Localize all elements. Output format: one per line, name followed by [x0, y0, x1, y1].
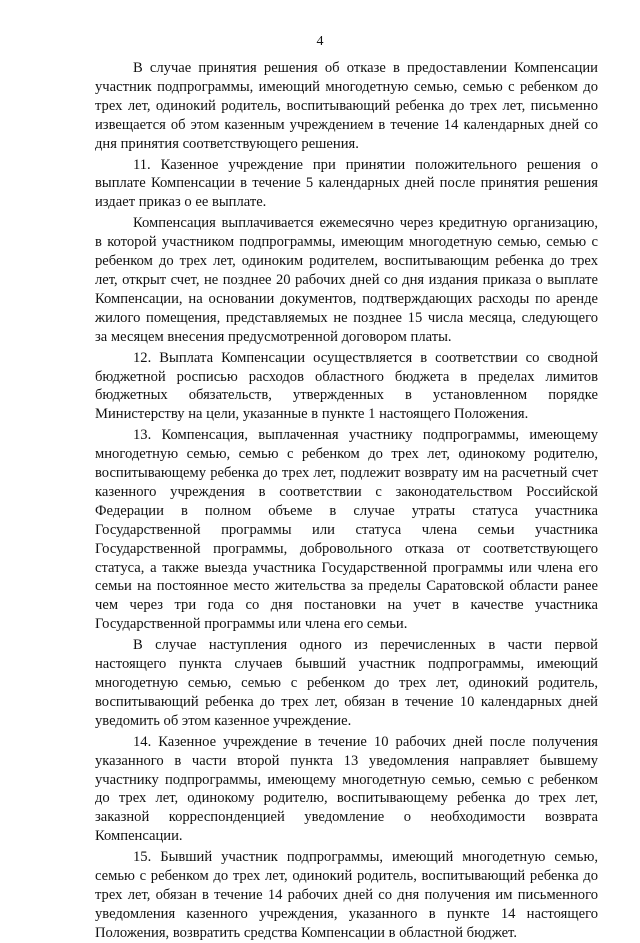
paragraph: 15. Бывший участник подпрограммы, имеющий многодетную семью, семью с ребенком до трех лет, одинокий родитель, воспитывающий ребенка до трех лет, обязан в течение 14 рабочих дней со дня получения им письменного уведомления казенного учреждения, указанного в пункте 14 настоящего Положения, возвратить средства Компенсации в областной бюджет.	[95, 849, 598, 941]
paragraph: 12. Выплата Компенсации осуществляется в соответствии со сводной бюджетной росписью расходов областного бюджета в пределах лимитов бюджетных обязательств, утвержденных в установленном порядке Министерству на цели, указанные в пункте 1 настоящего Положения.	[95, 349, 598, 423]
document-body	[95, 59, 598, 943]
paragraph: Компенсация выплачивается ежемесячно через кредитную организацию, в которой участником подпрограммы, имеющим многодетную семью, семью с ребенком до трех лет, одиноким родителем, воспитывающим ребенка до трех лет, открыт счет, не позднее 20 рабочих дней со дня издания приказа о выплате Компенсации, на основании документов, подтверждающих расходы по аренде жилого помещения, представляемых не позднее 15 числа месяца, следующего за месяцем внесения предусмотренной договором платы.	[95, 215, 598, 345]
paragraph: 14. Казенное учреждение в течение 10 рабочих дней после получения указанного в части второй пункта 13 уведомления направляет бывшему участнику подпрограммы, имеющему многодетную семью, семью с ребенком до трех лет, одинокому родителю, воспитывающему ребенка до трех лет, заказной корреспонденцией уведомление о необходимости возврата Компенсации.	[95, 733, 598, 845]
paragraph: В случае наступления одного из перечисленных в части первой настоящего пункта случаев бывший участник подпрограммы, имеющий многодетную семью, семью с ребенком до трех лет, одинокий родитель, воспитывающий ребенка до трех лет, обязан в течение 10 календарных дней уведомить об этом казенное учреждение.	[95, 637, 598, 729]
paragraph: 13. Компенсация, выплаченная участнику подпрограммы, имеющему многодетную семью, семью с ребенком до трех лет, одинокому родителю, воспитывающему ребенка до трех лет, подлежит возврату им на расчетный счет казенного учреждения в соответствии с законодательством Российской Федерации в полном объеме в случае утраты статуса участника Государственной программы или статуса члена семьи участника Государственной программы, добровольного отказа от соответствующего статуса, а также выезда участника Государственной программы или члена его семьи на постоянное место жительства за пределы Саратовской области ранее чем через три года со дня постановки на учет в качестве участника Государственной программы или члена его семьи.	[95, 427, 598, 633]
page-number: 4	[316, 34, 324, 49]
paragraph: 11. Казенное учреждение при принятии положительного решения о выплате Компенсации в течение 5 календарных дней после принятия решения издает приказ о ее выплате.	[95, 156, 598, 211]
paragraph: В случае принятия решения об отказе в предоставлении Компенсации участник подпрограммы, имеющий многодетную семью, семью с ребенком до трех лет, одинокий родитель, воспитывающий ребенка до трех лет, письменно извещается об этом казенным учреждением в течение 14 календарных дней со дня принятия соответствующего решения.	[95, 60, 598, 152]
